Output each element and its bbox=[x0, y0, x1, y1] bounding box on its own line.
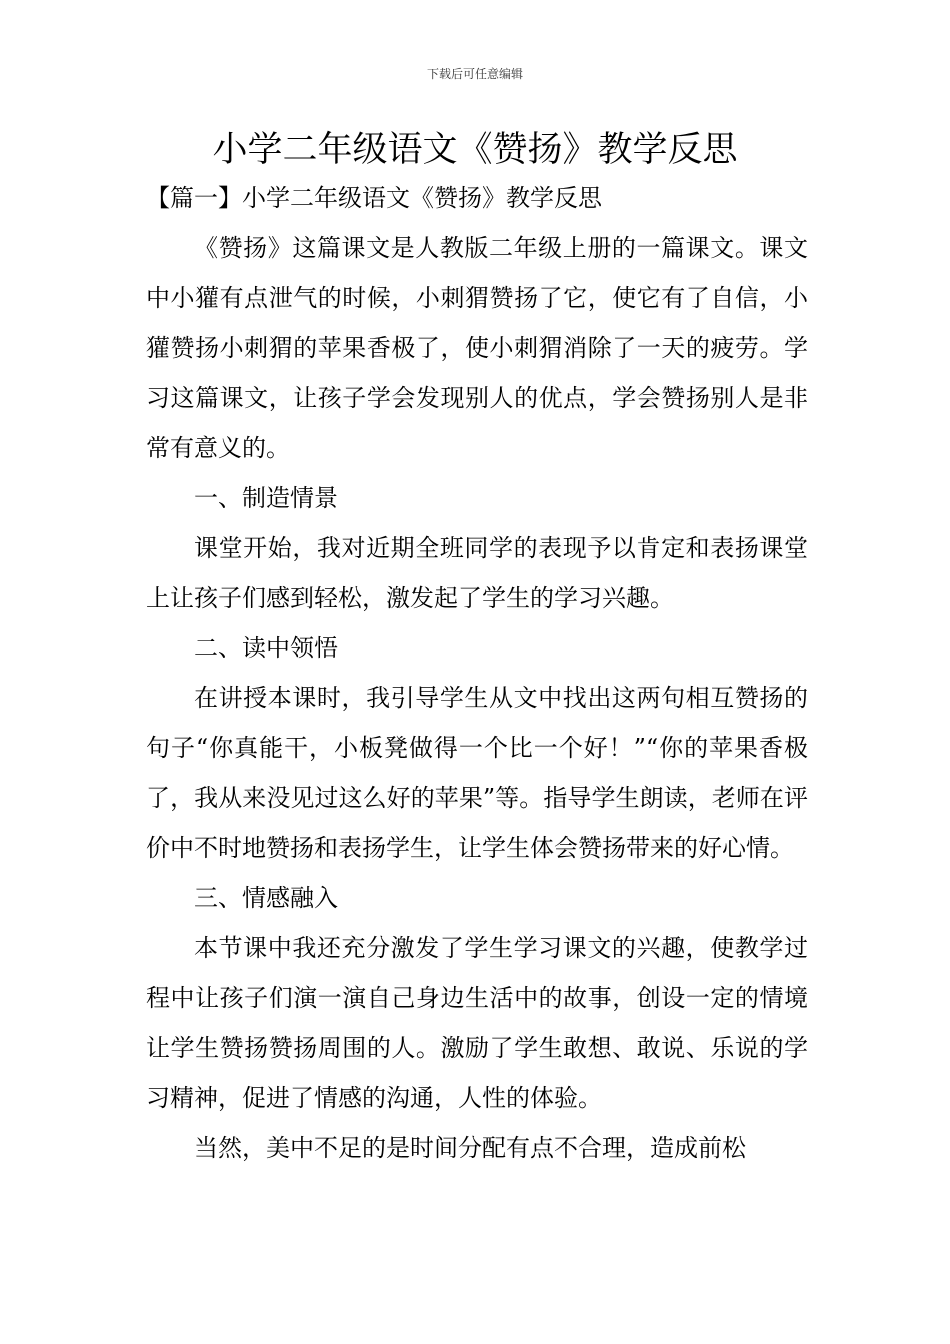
paragraph-1: 课堂开始，我对近期全班同学的表现予以肯定和表扬课堂上让孩子们感到轻松，激发起了学生的学习兴趣。 bbox=[146, 534, 808, 612]
header-note: 下载后可任意编辑 bbox=[426, 67, 523, 81]
paragraph-2: 在讲授本课时，我引导学生从文中找出这两句相互赞扬的句子“你真能干，小板凳做得一个比一个好！”“你的苹果香极了，我从来没见过这么好的苹果”等。指导学生朗读，老师在评价中不时地赞扬和表扬学生，让学生体会赞扬带来的好心情。 bbox=[146, 684, 808, 862]
paragraph-intro: 《赞扬》这篇课文是人教版二年级上册的一篇课文。课文中小獾有点泄气的时候，小刺猬赞扬了它，使它有了自信，小獾赞扬小刺猬的苹果香极了，使小刺猬消除了一天的疲劳。学习这篇课文，让孩子学会发现别人的优点，学会赞扬别人是非常有意义的。 bbox=[146, 234, 808, 462]
paragraph-3: 本节课中我还充分激发了学生学习课文的兴趣，使教学过程中让孩子们演一演自己身边生活中的故事，创设一定的情境让学生赞扬赞扬周围的人。激励了学生敢想、敢说、乐说的学习精神，促进了情感的沟通，人性的体验。 bbox=[146, 934, 808, 1112]
document-title: 小学二年级语文《赞扬》教学反思 bbox=[212, 130, 738, 170]
document-body bbox=[146, 173, 808, 1173]
paragraph-4: 当然，美中不足的是时间分配有点不合理，造成前松 bbox=[194, 1134, 746, 1162]
section-heading-3: 三、情感融入 bbox=[194, 884, 338, 912]
section-heading-1: 一、制造情景 bbox=[194, 484, 338, 512]
section-label: 【篇一】小学二年级语文《赞扬》教学反思 bbox=[146, 184, 602, 212]
section-heading-2: 二、读中领悟 bbox=[194, 634, 338, 662]
